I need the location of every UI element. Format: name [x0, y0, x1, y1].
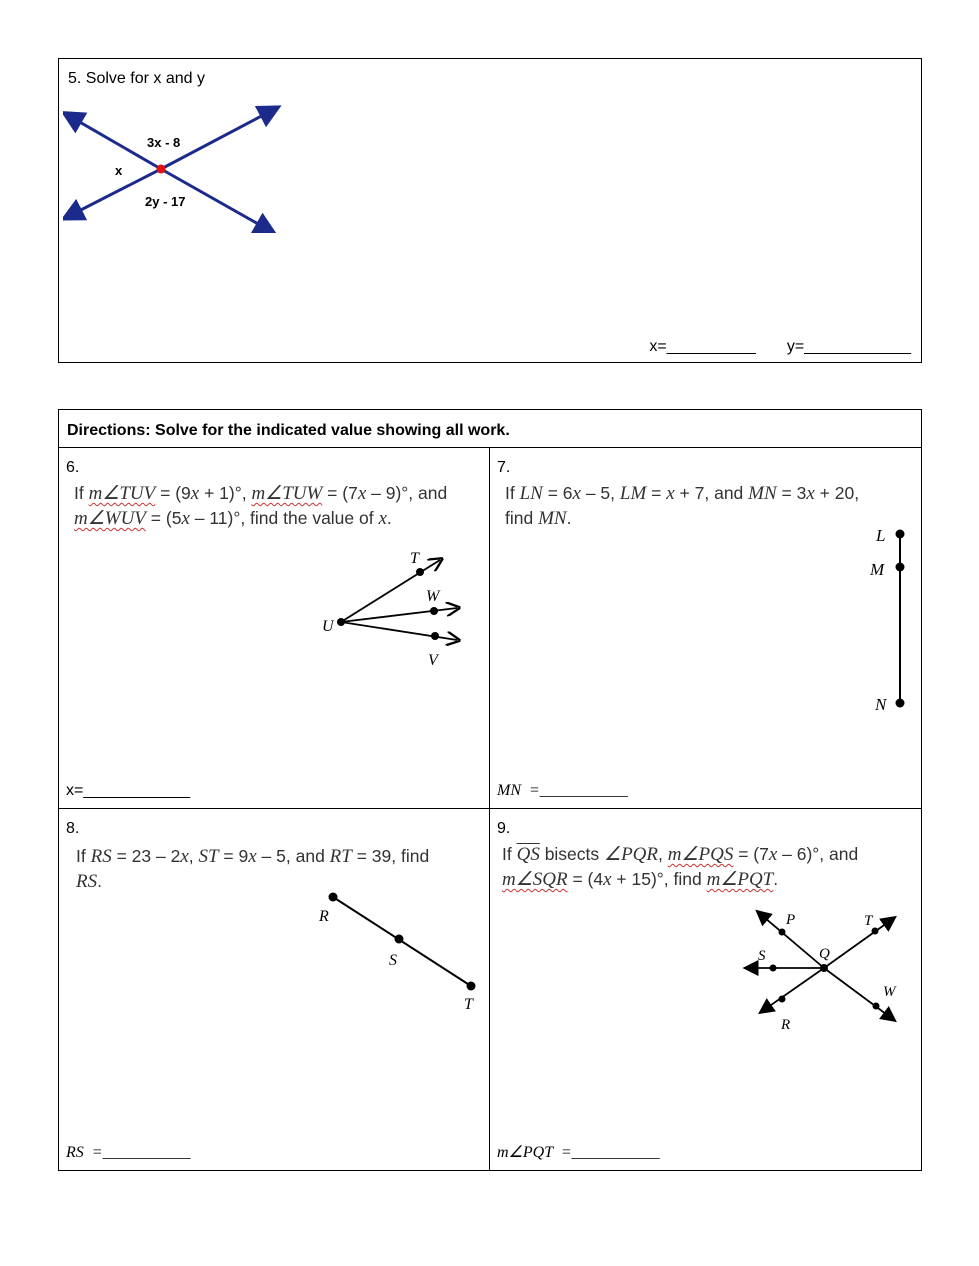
problem-9-cell: [490, 809, 921, 1170]
point-r: [779, 996, 786, 1003]
problem-7-answer[interactable]: MN =___________: [497, 782, 628, 799]
point-t: [467, 982, 476, 991]
problem-5-answers: [649, 338, 911, 356]
label-r: R: [781, 1017, 791, 1033]
angle-label-top: 3x - 8: [147, 135, 181, 150]
problem-8-answer[interactable]: RS =___________: [66, 1144, 191, 1161]
point-q: [820, 964, 828, 972]
label-s: S: [758, 948, 766, 964]
label-m: M: [870, 560, 885, 579]
angle-pqr-figure: [736, 904, 906, 1034]
label-s: S: [389, 952, 397, 969]
label-v: V: [428, 652, 438, 669]
problem-5-title: 5. Solve for x and y: [68, 70, 205, 87]
answer-y-blank[interactable]: y=____________: [786, 338, 911, 355]
problem-5-box: [58, 58, 922, 363]
segment-rst-figure: [309, 889, 479, 1019]
problem-9-text: If $\overline{QS}$ bisects ∠PQR, m∠PQS = (7x – 6)°, and m∠SQR = (4x + 15)°, find m∠PQT.: [502, 844, 859, 890]
label-w: W: [883, 984, 896, 1000]
directions-text: Directions: Solve for the indicated value showing all work.: [67, 422, 510, 439]
problem-8-text: If RS = 23 – 2x, ST = 9x – 5, and RT = 39, find RS.: [76, 846, 430, 892]
point-t: [416, 568, 424, 576]
label-w: W: [426, 588, 440, 605]
problem-8-cell: [59, 809, 490, 1170]
problem-6-number: 6.: [66, 459, 80, 476]
angle-label-left: x: [115, 163, 123, 178]
point-m: [896, 563, 905, 572]
point-p: [779, 929, 786, 936]
label-t: T: [464, 996, 473, 1013]
problem-7-text: If LN = 6x – 5, LM = x + 7, and MN = 3x + 20, find MN.: [505, 483, 860, 529]
problem-7-number: 7.: [497, 459, 511, 476]
point-r: [329, 893, 338, 902]
point-s: [770, 965, 777, 972]
problem-8-number: 8.: [66, 820, 80, 837]
problem-7-cell: [490, 448, 921, 809]
point-n: [896, 699, 905, 708]
answer-x-blank[interactable]: x=__________: [649, 338, 756, 355]
label-l: L: [876, 526, 886, 545]
angle-tuv-figure: [314, 548, 474, 678]
intersection-point: [157, 165, 166, 174]
point-u: [337, 618, 345, 626]
problem-6-text: If m∠TUV = (9x + 1)°, m∠TUW = (7x – 9)°, and m∠WUV = (5x – 11)°, find the value of x.: [74, 483, 448, 529]
point-w: [873, 1003, 880, 1010]
label-n: N: [875, 695, 887, 714]
label-p: P: [786, 912, 796, 928]
problem-9-answer[interactable]: m∠PQT =___________: [497, 1144, 660, 1161]
point-s: [395, 935, 404, 944]
point-w: [430, 607, 438, 615]
problem-6-answer[interactable]: x=____________: [66, 782, 191, 799]
label-u: U: [322, 618, 334, 635]
label-t: T: [864, 913, 873, 929]
point-t: [872, 928, 879, 935]
problem-6-cell: [59, 448, 490, 809]
label-q: Q: [819, 946, 830, 962]
angle-label-bottom: 2y - 17: [145, 194, 186, 209]
segment-lmn-figure: [860, 520, 916, 720]
point-l: [896, 530, 905, 539]
label-t: T: [410, 550, 419, 567]
problems-grid: [58, 409, 922, 1171]
label-r: R: [319, 908, 329, 925]
point-v: [431, 632, 439, 640]
directions-row: [59, 410, 921, 448]
problem-9-number: 9.: [497, 820, 511, 837]
vertical-angles-figure: [63, 103, 283, 233]
